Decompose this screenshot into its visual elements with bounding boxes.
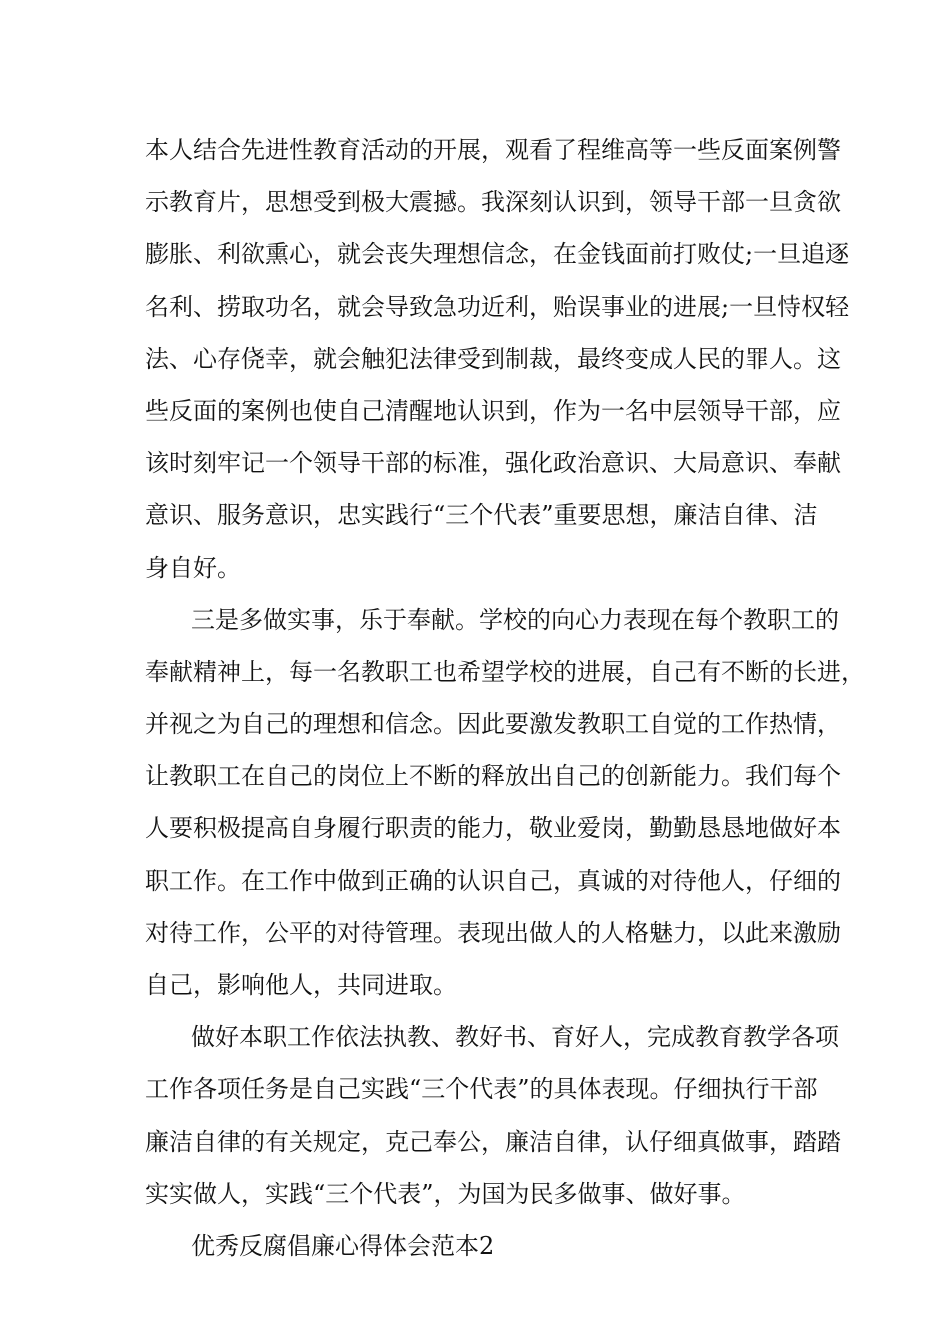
paragraph-line: 该时刻牢记一个领导干部的标准，强化政治意识、大局意识、奉献 bbox=[145, 449, 841, 478]
paragraph-line: 本人结合先进性教育活动的开展，观看了程维高等一些反面案例警 bbox=[145, 136, 841, 164]
paragraph-line: 自己，影响他人，共同进取。 bbox=[145, 971, 457, 999]
paragraph-line: 实实做人，实践“三个代表”，为国为民多做事、做好事。 bbox=[145, 1179, 746, 1208]
paragraph-line: 膨胀、利欲熏心，就会丧失理想信念，在金钱面前打败仗;一旦追逐 bbox=[145, 240, 850, 269]
paragraph-line: 三是多做实事，乐于奉献。学校的向心力表现在每个教职工的 bbox=[191, 605, 839, 634]
paragraph-line: 些反面的案例也使自己清醒地认识到，作为一名中层领导干部，应 bbox=[145, 396, 841, 425]
paragraph-line: 职工作。在工作中做到正确的认识自己，真诚的对待他人，仔细的 bbox=[145, 866, 841, 895]
paragraph-line: 身自好。 bbox=[145, 553, 241, 582]
paragraph-line: 示教育片，思想受到极大震撼。我深刻认识到，领导干部一旦贪欲 bbox=[145, 188, 841, 217]
section-heading bbox=[145, 1226, 825, 1278]
paragraph-line: 廉洁自律的有关规定，克己奉公，廉洁自律，认仔细真做事，踏踏 bbox=[145, 1127, 841, 1156]
paragraph-line: 工作各项任务是自己实践“三个代表”的具体表现。仔细执行干部 bbox=[145, 1075, 818, 1104]
paragraph-line: 意识、服务意识，忠实践行“三个代表”重要思想，廉洁自律、洁 bbox=[145, 501, 818, 530]
paragraph-3 bbox=[145, 1017, 841, 1226]
document-body bbox=[145, 130, 865, 1278]
paragraph-line: 并视之为自己的理想和信念。因此要激发教职工自觉的工作热情， bbox=[145, 710, 841, 739]
paragraph-line: 做好本职工作依法执教、教好书、育好人，完成教育教学各项 bbox=[191, 1023, 839, 1052]
paragraph-line: 对待工作，公平的对待管理。表现出做人的人格魅力，以此来激励 bbox=[145, 918, 841, 947]
paragraph-line: 法、心存侥幸，就会触犯法律受到制裁，最终变成人民的罪人。这 bbox=[145, 344, 841, 373]
paragraph-line: 人要积极提高自身履行职责的能力，敬业爱岗，勤勤恳恳地做好本 bbox=[145, 814, 841, 843]
paragraph-line: 名利、捞取功名，就会导致急功近利，贻误事业的进展;一旦恃权轻 bbox=[145, 292, 850, 321]
paragraph-line: 让教职工在自己的岗位上不断的释放出自己的创新能力。我们每个 bbox=[145, 762, 841, 791]
paragraph-2 bbox=[145, 600, 865, 1018]
heading-next: 优秀反腐倡廉心得体会范本2 bbox=[191, 1231, 495, 1260]
paragraph-line: 奉献精神上，每一名教职工也希望学校的进展，自己有不断的长进， bbox=[145, 657, 865, 686]
paragraph-1 bbox=[145, 130, 850, 600]
